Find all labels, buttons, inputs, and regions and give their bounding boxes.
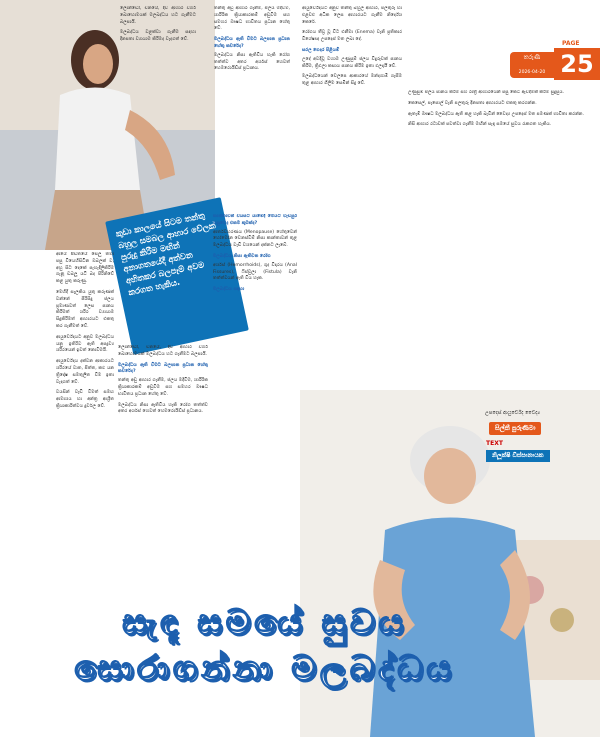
callout-text: කුඩා කාලයේ සිටම තන්තු බහුල සමබල ආහාර වේලක් පුරුදු කිරීම මඟින් අනාගතයේදී අත්වන අහිතකර බලපෑම් අවම කරගත හැකිය. xyxy=(114,210,217,298)
paragraph: වයසින් වැඩි වීමත් සමඟ ආමාශය හා අන්ත්‍ර ආශ්‍රිත ක්‍රියාකාරිත්වය දුර්වල වේ. xyxy=(56,390,114,409)
paragraph: මලබද්ධයෙන් වෙලපෙ ආකාරයේ මන්දගාමී ගැසීම තුළ ආහාර ගිලීම සෙමින් සිදු වේ. xyxy=(302,74,402,87)
subheading: මලබද්ධය නිසා ඇතිවන රෝග xyxy=(213,253,271,259)
paragraph: කෙසෙල්, පැපොල් වැනි පලතුරු දිනපතා ආහාරයට එකතු කරගන්න. xyxy=(408,100,537,106)
paragraph: මලබද්ධය වළක්වා ගැනීම සඳහා දිනපතා ව්‍යායාම කිරීමද වැදගත් වේ. xyxy=(120,30,196,43)
paragraph: ඇතැම් ඖෂධ මලබද්ධය ඇති කළ හැකි බැවින් වෛද්‍ය උපදෙස් මත පමණක් භාවිතා කරන්න. xyxy=(408,111,585,117)
headline-line-2: සොරාගන්නා මලබද්ධය xyxy=(74,649,456,689)
paragraph: ලොන්ඩෝ, චීනයේ, දිවි ආහාර වර්ග බොහොමයක් මලබද්ධය හට ගැනීමට බලපායි. xyxy=(120,6,196,25)
text-label: TEXT xyxy=(486,440,503,447)
paragraph: තන්තු අඩු ආහාර ගැනීම, ජලය මදිවීම, ශාරීරික ක්‍රියාකාරකම් අඩුවීම සහ සමහර ඖෂධ භාවිතය ප්‍රධාන හේතු වේ. xyxy=(118,378,208,397)
paragraph: රෝගය තීව්‍ර වූ විට එනීමා (Enema) වැනි ප්‍රතිකාර විශේෂඥ උපදෙස් මත ලබා දේ. xyxy=(302,30,402,43)
issue-date: 2026-04-20 xyxy=(518,70,546,75)
text-column-2 xyxy=(214,6,290,210)
writer-name: නිලූක්ෂි ඩිස්සානායක xyxy=(486,450,550,462)
author-name: සිල්කී පුරුණිමා xyxy=(489,422,541,435)
paragraph: ආර්තවහරණය (Menopause) හේතුවෙන් හෝමෝන වෙනස්වීම් නිසා කාන්තාවන් තුළ මලබද්ධය වැඩි වශයෙන් දක්නට ලැබේ. xyxy=(213,229,297,249)
text-column-1-top xyxy=(120,6,196,206)
text-column-6 xyxy=(408,90,596,400)
paragraph: මලබද්ධය නිසා ඇතිවිය හැකි රෝග තත්ත්ව අතර අර්ශස් හෙවත් හෙමරොයිඩ්ස් ප්‍රධානය. xyxy=(118,402,208,415)
headline xyxy=(30,600,500,692)
text-column-1 xyxy=(56,252,114,582)
text-column-4 xyxy=(213,214,297,588)
paragraph: ආයුර්වේදයට අනුව තන්තු බහුල ආහාර, පලතුරු හා එළවළු අධික ලෙස ආහාරයට ගැනීම නිර්දේශ කෙරේ. xyxy=(302,6,402,25)
paragraph: අර්ශස් (Hemorrhoids), ගුද විදාරය (Anal Fissures), ෆිස්චුලා (Fistula) වැනි තත්ත්වයන් ඇති විය හැක. xyxy=(213,262,297,282)
subheading: මලබද්ධය ඇති වීමට බලපාන ප්‍රධාන හේතු කවරේද? xyxy=(118,362,208,375)
headline-line-1: සැඳෑ සමයේ සුවය xyxy=(122,603,408,643)
paragraph: ලොන්ඩෝ, චීනයේ, දිවි ආහාර වර්ග බොහොමයක් මලබද්ධය හට ගැනීමට බලපායි. xyxy=(118,345,208,357)
subheading: කාන්තාවන් වයසට යාමේදී මෙයට වැඩිපුර හසුවෙද එකම කුමක්ද? xyxy=(213,214,297,226)
paragraph: උදේ අවදිවූ වහාම උණුසුම් ජලය වීදුරුවක් පානය කිරීම, ත්‍රිඵලා කසාය පානය කිරීම ඉතා ඵලදායී වේ. xyxy=(302,56,402,69)
page-label: PAGE xyxy=(562,40,580,47)
text-column-5 xyxy=(302,6,402,390)
subheading: සරල ගෙදර පිළියම් xyxy=(302,47,340,53)
paragraph: මලබද්ධය නිසා ඇතිවිය හැකි රෝග තත්ත්ව අතර අර්ශස් හෙවත් හෙමරොයිඩ්ස් ප්‍රධානය. xyxy=(214,52,290,72)
paragraph: නිසි ආහාර රටාවක් පවත්වා ගැනීම මඟින් සැඳෑ සමයේ සුවය රැකගත හැකිය. xyxy=(408,122,552,128)
subheading: මලබද්ධය ඇති වීමට බලපාන ප්‍රධාන හේතු කවරේද? xyxy=(214,37,290,49)
paragraph: ආයේ පීඩිතයේ සෙලු තමා පසු වියෙහිසිටින ඔබලක් ව, අහු සිට දෙකේ පැහැදිලිකිරීම ගැනූ ඩබලූ යටී බද පිරිනිවේ කළ යුතු කරුණු. xyxy=(56,252,114,285)
page-badge xyxy=(510,40,600,80)
paragraph: මෙහිදී සැලකිය යුතු කරුණක් වන්නේ පිරිසිදු ජලය ප්‍රමාණවත් ලෙස පානය කිරීමත් ශරීර ව්‍යායාම සිදුකිරීමත් ආහාරයට එකතු කර ගැනීමත් වේ. xyxy=(56,289,114,329)
subheading: මලබද්ධය සඳහා xyxy=(213,287,245,293)
paragraph: උණුසුම් ජලය පානය කිරීම සහ රාත්‍රී ආහාරයෙන් පසු කෙටි ඇවිදීමක් කිරීම සුදුසුය. xyxy=(408,90,565,95)
paragraph: ආයුර්වේදයට අනුව මලබද්ධය යනු ඉතිරිව ඇති අපද්‍රව්‍ය ශරීරයෙන් ඉවත් නොවීමයි. xyxy=(56,334,114,354)
paragraph: තන්තු අඩු ආහාර ගැනීම, ජලය මදිවීම, ශාරීරික ක්‍රියාකාරකම් අඩුවීම සහ සමහර ඖෂධ භාවිතය ප්‍රධාන හේතු වේ. xyxy=(214,6,290,32)
page-number: 25 xyxy=(554,48,600,80)
author-role: උපදෙස් ආයුර්වේද වෛද්‍ය xyxy=(485,410,541,416)
paragraph: ආයුර්වේදය දක්වන ආකාරයට ශරීරයේ වාත, පිත්ත, කඵ යන ත්‍රිදෝෂ සමතුලිත වීම ඉතා වැදගත් වේ. xyxy=(56,359,114,385)
section-label: තරුණී xyxy=(510,52,554,78)
text-column-3 xyxy=(118,345,208,585)
